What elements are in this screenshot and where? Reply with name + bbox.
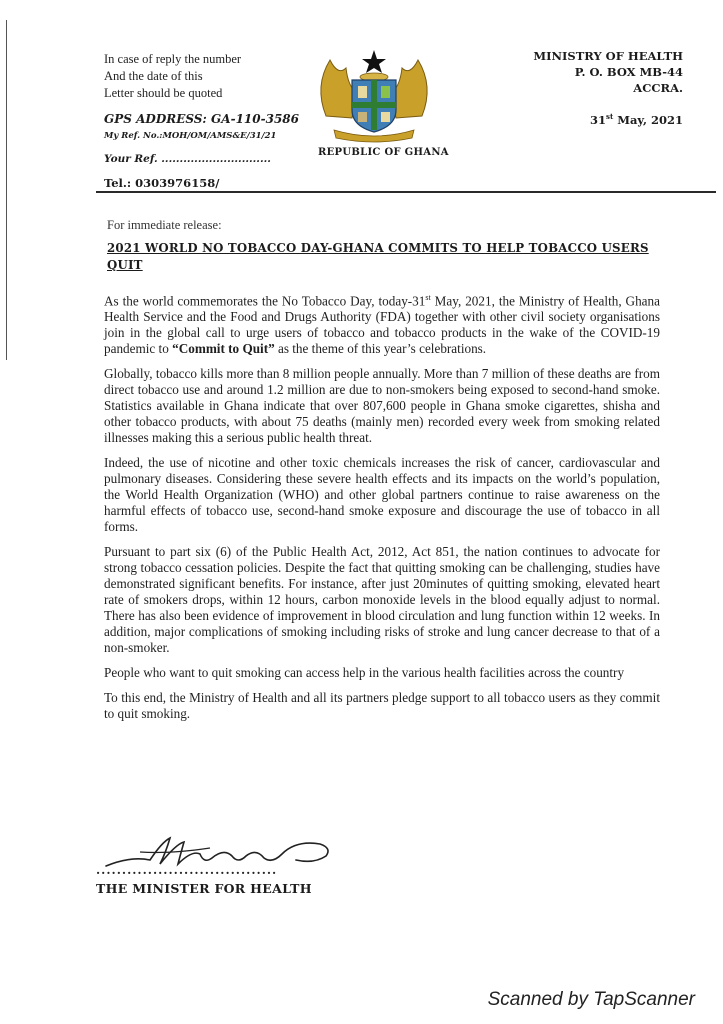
signatory-title: THE MINISTER FOR HEALTH xyxy=(96,881,312,896)
date-rest: May, 2021 xyxy=(613,112,683,127)
ministry-address xyxy=(533,48,683,96)
paragraph-2: Globally, tobacco kills more than 8 million people annually. More than 7 million of these deaths are from direct tobacco use and around 1.2 million are due to non-smokers being exposed to second-hand smoke. Statistics available in Ghana indicate that over 807,600 people in Ghana smoke cigarettes, shisha and other tobacco products, with about 75 deaths (mainly men) recorded every week from smoking related illnesses making this a serious public health threat. xyxy=(104,366,660,446)
republic-label: REPUBLIC OF GHANA xyxy=(318,147,449,158)
p1-end: as the theme of this year’s celebrations. xyxy=(274,341,487,357)
your-reference: Your Ref. .............................. xyxy=(104,153,271,165)
header-divider xyxy=(96,191,716,193)
ghana-coat-of-arms-icon xyxy=(312,46,436,144)
release-label: For immediate release: xyxy=(107,218,222,232)
p1-mid: May, 2021, the Ministry of Health, Ghana Health Service and the Food and Drugs Authority (FDA) together with other civil society organisations join in the global call to urge users of tobacco and tobacco products in the wake of the COVID-19 pandemic to xyxy=(104,293,660,357)
scan-edge-line xyxy=(6,20,7,360)
reply-note-line: Letter should be quoted xyxy=(104,86,223,100)
paragraph-1 xyxy=(104,290,660,357)
ministry-address-line: ACCRA. xyxy=(633,81,683,95)
reply-note xyxy=(104,51,241,102)
paragraph-5: People who want to quit smoking can access help in the various health facilities across the country xyxy=(104,665,625,681)
paragraph-3: Indeed, the use of nicotine and other toxic chemicals increases the risk of cancer, cardiovascular and pulmonary diseases. Considering these severe health effects and its impacts on the world’s population, the World Health Organization (WHO) and other global partners continue to raise awareness on the harmful effects of tobacco use, second-hand smoke exposure and discourage the use of tobacco in all forms. xyxy=(104,455,660,535)
scanner-watermark: Scanned by TapScanner xyxy=(487,989,695,1010)
letter-date xyxy=(590,112,683,127)
letter-body xyxy=(104,290,660,731)
p1-start: As the world commemorates the No Tobacco Day, today-31 xyxy=(104,293,426,309)
signature-dots: ................................... xyxy=(96,863,278,877)
my-reference: My Ref. No.:MOH/OM/AMS&E/31/21 xyxy=(104,131,277,141)
date-day: 31 xyxy=(590,112,607,127)
press-release-title: 2021 WORLD NO TOBACCO DAY-GHANA COMMITS TO HELP TOBACCO USERS QUIT xyxy=(107,241,649,272)
date-suffix: st xyxy=(606,112,614,121)
reply-note-line: And the date of this xyxy=(104,69,203,83)
paragraph-4: Pursuant to part six (6) of the Public Health Act, 2012, Act 851, the nation continues to advocate for strong tobacco cessation policies. Despite the fact that quitting smoking can be challenging, studies have demonstrated significant benefits. For instance, after just 20minutes of quitting smoking, elevated heart rate of smokers drops, within 12 hours, carbon monoxide levels in the blood equally adjust to normal. There has also been evidence of improvement in blood circulation and lung function within 12 weeks. In addition, major complications of smoking including risks of stroke and lung cancer decrease to that of a non-smoker. xyxy=(104,544,660,656)
p1-theme: “Commit to Quit” xyxy=(172,341,275,357)
telephone: Tel.: 0303976158/ xyxy=(104,176,220,190)
paragraph-6: To this end, the Ministry of Health and all its partners pledge support to all tobacco users as they commit to quit smoking. xyxy=(104,690,660,722)
gps-address: GPS ADDRESS: GA-110-3586 xyxy=(104,112,299,126)
reply-note-line: In case of reply the number xyxy=(104,52,242,66)
ministry-address-line: MINISTRY OF HEALTH xyxy=(533,49,683,63)
ministry-address-line: P. O. BOX MB-44 xyxy=(574,65,683,79)
p1-sup: st xyxy=(425,293,431,302)
